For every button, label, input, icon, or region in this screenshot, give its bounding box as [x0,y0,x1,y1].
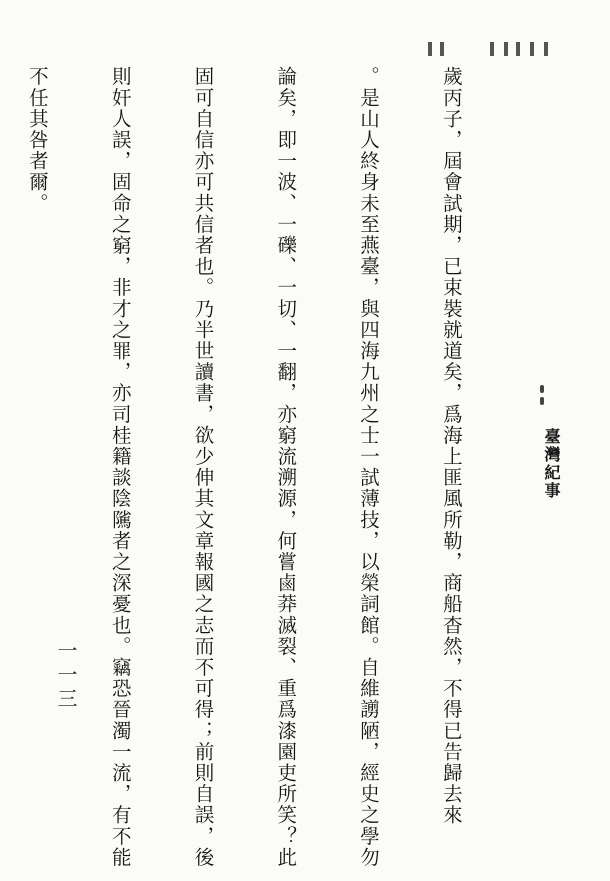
text-column: 論矣，即一波、一礫、一切、一翻，亦窮流溯源，何嘗鹵莽滅裂、重爲漆園吏所笑？此 [274,66,298,868]
margin-mark [540,385,546,407]
text-column: 固可自信亦可共信者也。乃半世讀書，欲少伸其文章報國之志而不可得；前則自誤，後 [191,66,215,868]
text-column: 不任其咎者爾。 [25,66,49,214]
text-column: 歲丙子，屆會試期，已束裝就道矣，爲海上匪風所勒，商船杳然，不得已告歸去來 [439,66,463,826]
text-column: 則奸人誤，固命之窮，非才之罪，亦司桂籍談陰隲者之深憂也。竊恐晉濁一流，有不能 [108,66,132,868]
running-title: 臺灣紀事 [542,428,561,500]
page-number: 一一三 [54,640,78,712]
text-column: 。是山人終身未至燕臺，與四海九州之士一試薄技，以榮詞館。自維謭陋，經史之學勿 [357,66,381,868]
